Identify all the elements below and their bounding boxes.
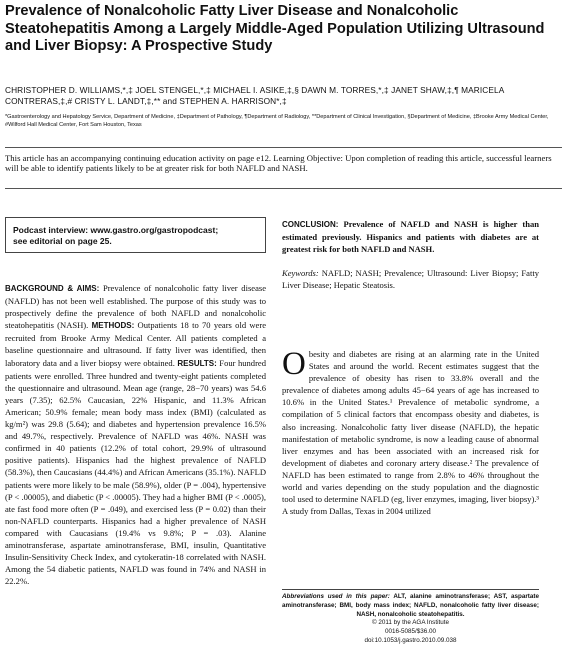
results-text: Four hundred patients were enrolled. Three hundred and twenty-eight patients completed the questionnaire and ultrasound. Mean age (range, 28−70 years) was 54.6 years (7.35); 62.5% Caucasian, 22% Hispanic, and 11.3% African American; 50.9% female; mean body mass index (BMI) (calculated as kg/m²) was 29.8 (5.64); and diabetes and hypertension prevalence 16.5% and 49.7%, respectively. Prevalence of NAFLD was 46%. NASH was confirmed in 40 patients (12.2% of total cohort, 29.9% of ultrasound positive patients). Hispanics had the highest prevalence of NAFLD (58.3%), then Caucasians (44.4%) and African Americans (35.1%). NAFLD patients were more likely to be male (58.9%), older (P = .004), hypertensive (P < .00005), and diabetic (P < .00005). They had a higher BMI (P < .0005), ate fast food more often (P = .049), and exercised less (P = 0.02) than their non-NAFLD counterparts. Hispanics had a higher prevalence of NASH compared with Caucasians (19.4% vs 9.8%; P = .03). Alanine aminotransferase, aspartate aminotransferase, BMI, insulin, Quantitative Insulin-Sensitivity Check Index, and cytokeratin-18 correlated with NASH. Among the 54 diabetic patients, NAFLD was found in 74% and NASH in 22.2%. bbox=[5, 357, 266, 587]
doi: doi:10.1053/j.gastro.2010.09.038 bbox=[364, 636, 457, 644]
top-divider bbox=[5, 147, 562, 148]
cme-notice: This article has an accompanying continuing education activity on page e12. Learning Objective: Upon completion of reading this article, successful learners will be able to identify patients likely to be at greater risk for both NAFLD and NASH. bbox=[5, 153, 552, 174]
editorial-note: see editorial on page 25. bbox=[13, 236, 112, 246]
abstract-text bbox=[5, 282, 266, 587]
conclusion-text: Prevalence of NAFLD and NASH is higher than estimated previously. Hispanics and patients with diabetes are at greatest risk for both NAFLD and NASH. bbox=[282, 219, 539, 255]
results-label: RESULTS: bbox=[177, 358, 217, 368]
background-text: Prevalence of nonalcoholic fatty liver disease (NAFLD) has not been well established. The purpose of this study was to prospectively define the prevalence of both NAFLD and nonalcoholic steatohepatitis (NASH). bbox=[5, 283, 266, 331]
podcast-link[interactable]: www.gastro.org/gastropodcast bbox=[90, 225, 216, 235]
issn-price: 0016-5085/$36.00 bbox=[384, 628, 437, 636]
body-text bbox=[282, 348, 539, 517]
copyright: © 2011 by the AGA Institute bbox=[372, 619, 449, 627]
methods-label: METHODS: bbox=[91, 321, 135, 331]
abbreviations-label: Abbreviations used in this paper: bbox=[282, 593, 390, 600]
abstract-column-1 bbox=[5, 282, 266, 587]
conclusion-paragraph bbox=[282, 218, 539, 255]
podcast-prefix: Podcast interview: bbox=[13, 225, 91, 235]
podcast-box bbox=[5, 217, 266, 253]
background-label: BACKGROUND & AIMS: bbox=[5, 284, 100, 293]
keywords-label: Keywords: bbox=[282, 268, 319, 279]
keywords bbox=[282, 267, 539, 291]
drop-cap: O bbox=[282, 346, 306, 382]
abbreviations-footnote bbox=[282, 589, 539, 646]
abbreviations-list: ALT, alanine aminotransferase; AST, aspartate aminotransferase; BMI, body mass index; NAFLD, nonalcoholic fatty liver disease; NASH, nonalcoholic steatohepatitis. bbox=[282, 593, 539, 618]
article-title: Prevalence of Nonalcoholic Fatty Liver Disease and Nonalcoholic Steatohepatitis Among a Largely Middle-Aged Population Utilizing Ultrasound and Liver Biopsy: A Prospective Study bbox=[5, 3, 545, 54]
affiliations: *Gastroenterology and Hepatology Service, Department of Medicine, ‡Department of Pathology, ¶Department of Radiology, **Department of Clinical Investigation, §Department of Medicine, ‡Brooke Army Medical Center, #Wilford Hall Medical Center, Fort Sam Houston, Texas bbox=[5, 114, 549, 128]
podcast-suffix: ; bbox=[215, 225, 219, 235]
methods-text: Outpatients 18 to 70 years old were recruited from Brooke Army Medical Center. All patients completed a baseline questionnaire and ultrasound. If fatty liver was identified, then laboratory data and a liver biopsy were obtained. bbox=[5, 320, 266, 368]
keywords-text: NAFLD; NASH; Prevalence; Ultrasound: Liver Biopsy; Fatty Liver Disease; Hepatic Steatosis. bbox=[282, 268, 539, 291]
author-list: CHRISTOPHER D. WILLIAMS,*,‡ JOEL STENGEL,*,‡ MICHAEL I. ASIKE,‡,§ DAWN M. TORRES,*,‡ JANET SHAW,‡,¶ MARICELA CONTRERAS,‡,# CRISTY L. LANDT,‡,** and STEPHEN A. HARRISON*,‡ bbox=[5, 85, 504, 106]
body-paragraph: besity and diabetes are rising at an alarming rate in the United States and around the world. Recent estimates suggest that the prevalence of obesity has risen to 33.8% overall and the prevalence of diabetes among adults 45−64 years of age has increased to 10.6% in the United States.¹ Prevalence of metabolic syndrome, a compilation of 5 clinical factors that encompass obesity and diabetes, is also increasing. Nonalcoholic fatty liver disease (NAFLD), the hepatic manifestation of metabolic syndrome, is now a leading cause of abnormal liver enzymes and has been associated with an increased risk for development of diabetes and coronary artery disease.² The prevalence of NAFLD has been estimated to range from 2.8% to 46% throughout the world and varies depending on the study population and the diagnostic tool used to determine NAFLD (eg, liver enzymes, imaging, liver biopsy).³ A study from Dallas, Texas in 2004 utilized bbox=[282, 349, 539, 517]
conclusion-label: CONCLUSION: bbox=[282, 220, 339, 229]
cme-divider bbox=[5, 188, 562, 189]
abstract-column-2 bbox=[282, 218, 539, 291]
abbreviations-text bbox=[282, 593, 539, 619]
